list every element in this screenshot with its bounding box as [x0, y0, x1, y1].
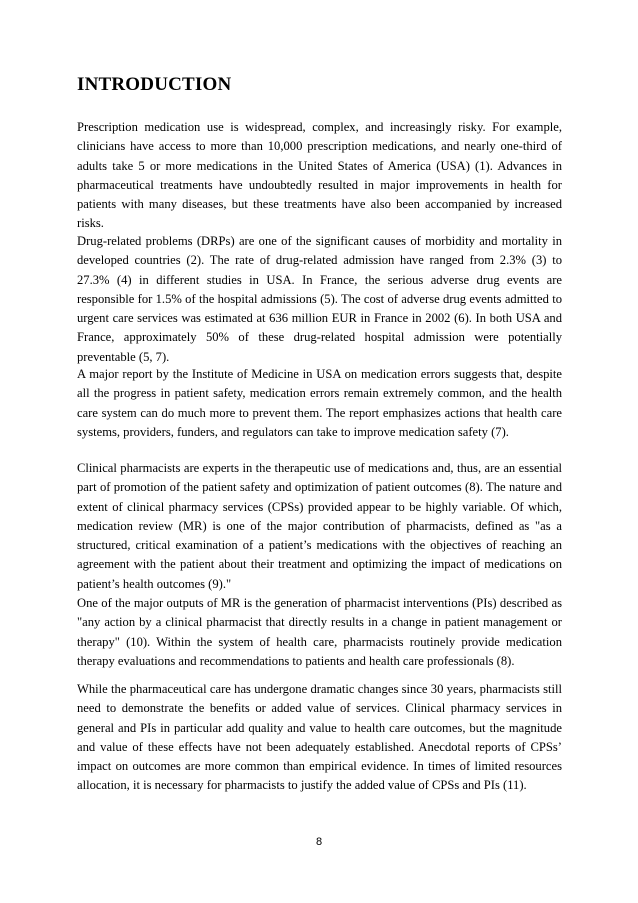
paragraph-clinical-pharmacists: Clinical pharmacists are experts in the therapeutic use of medications and, thus, are an essential part of promotion of the patient safety and optimization of patient outcomes (8). The nature and extent of clinical pharmacy services (CPSs) provided appear to be highly variable. Of which, medication review (MR) is one of the major contribution of pharmacists, defined as "as a structured, critical examination of a patient’s medications with the objectives of reaching an agreement with the patient about their treatment and optimizing the impact of medications on patient’s health outcomes (9)." — [77, 461, 562, 591]
paragraph-institute-of-medicine-report: A major report by the Institute of Medicine in USA on medication errors suggests that, despite all the progress in patient safety, medication errors remain extremely common, and the health care system can do much more to prevent them. The report emphasizes actions that health care systems, providers, funders, and regulators can take to improve medication safety (7). — [77, 367, 562, 439]
section-heading: INTRODUCTION — [77, 74, 232, 95]
paragraph-pharmacist-interventions: One of the major outputs of MR is the generation of pharmacist interventions (PIs) described as "any action by a clinical pharmacist that directly results in a change in patient management or therapy" (10). Within the system of health care, pharmacists routinely provide medication therapy evaluations and recommendations to patients and health care professionals (8). — [77, 596, 562, 668]
page-number: 8 — [315, 836, 323, 848]
paragraph-pharmaceutical-care: While the pharmaceutical care has undergone dramatic changes since 30 years, pharmacists still need to demonstrate the benefits or added value of services. Clinical pharmacy services in general and PIs in particular add quality and value to health care outcomes, but the magnitude and value of these effects have not been adequately established. Anecdotal reports of CPSs’ impact on outcomes are more common than empirical evidence. In times of limited resources allocation, it is necessary for pharmacists to justify the added value of CPSs and PIs (11). — [77, 682, 562, 793]
paragraph-prescription-medication: Prescription medication use is widespread, complex, and increasingly risky. For example, clinicians have access to more than 10,000 prescription medications, and nearly one-third of adults take 5 or more medications in the United States of America (USA) (1). Advances in pharmaceutical treatments have undoubtedly resulted in major improvements in health for patients with many diseases, but these treatments have also been accompanied by increased risks. — [77, 120, 562, 231]
paragraph-drug-related-problems: Drug-related problems (DRPs) are one of the significant causes of morbidity and mortality in developed countries (2). The rate of drug-related admission have ranged from 2.3% (3) to 27.3% (4) in different studies in USA. In France, the serious adverse drug events are responsible for 1.5% of the hospital admissions (5). The cost of adverse drug events admitted to urgent care services was estimated at 636 million EUR in France in 2002 (6). In both USA and France, approximately 50% of these drug-related hospital admission were potentially preventable (5, 7). — [77, 234, 562, 364]
